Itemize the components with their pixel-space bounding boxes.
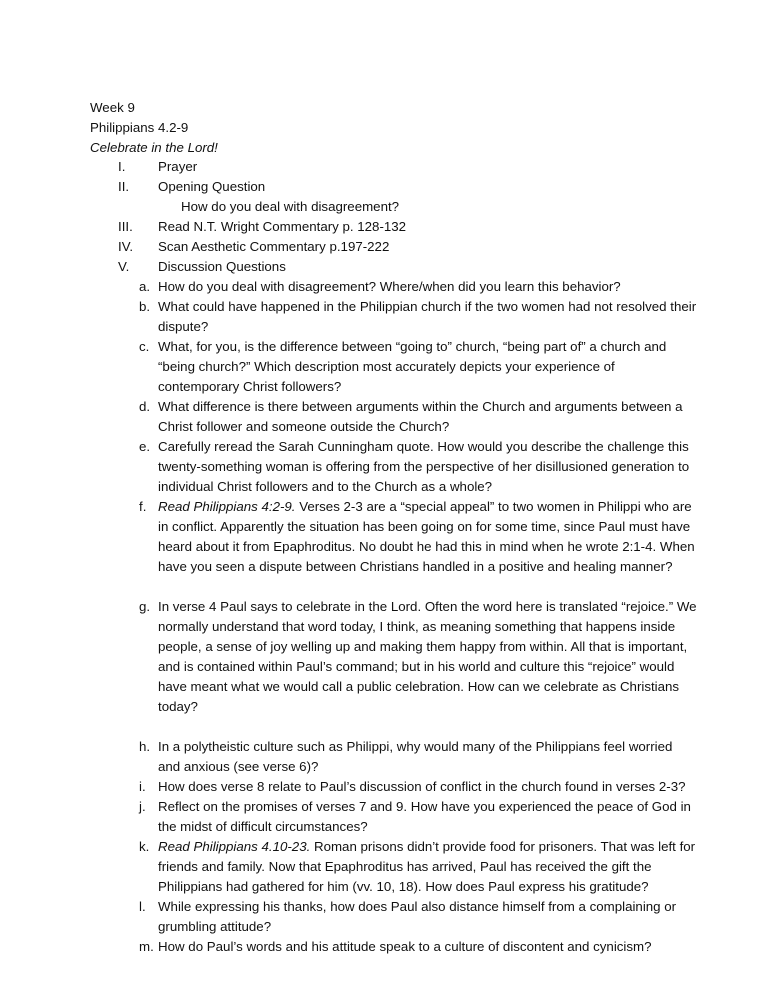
passage-label: Philippians 4.2-9 <box>90 120 189 135</box>
question-h: In a polytheistic culture such as Philippi, why would many of the Philippians feel worried and anxious (see verse 6)? <box>158 739 673 774</box>
question-b: What could have happened in the Philippian church if the two women had not resolved their dispute? <box>158 299 697 334</box>
outline-item-prayer: Prayer <box>158 159 198 174</box>
question-letter: i. <box>139 779 146 794</box>
outline-item-discussion-questions: Discussion Questions <box>158 259 286 274</box>
question-a: How do you deal with disagreement? Where/when did you learn this behavior? <box>158 279 621 294</box>
question-letter: d. <box>139 399 151 414</box>
question-letter: f. <box>139 499 147 514</box>
outline-item-opening-question: Opening Question <box>158 179 266 194</box>
question-d: What difference is there between arguments within the Church and arguments between a Christ follower and someone outside the Church? <box>158 399 683 434</box>
question-letter: a. <box>139 279 151 294</box>
outline-numeral: V. <box>118 259 130 274</box>
question-j: Reflect on the promises of verses 7 and 9. How have you experienced the peace of God in the midst of difficult circumstances? <box>158 799 691 834</box>
question-e: Carefully reread the Sarah Cunningham quote. How would you describe the challenge this twenty-something woman is offering from the perspective of her disillusioned generation to individual Christ followers and to the Church as a whole? <box>158 439 690 494</box>
scripture-reference: Read Philippians 4:2-9. <box>158 499 296 514</box>
scripture-reference: Read Philippians 4.10-23. <box>158 839 311 854</box>
question-letter: j. <box>139 799 146 814</box>
question-letter: g. <box>139 599 151 614</box>
question-letter: e. <box>139 439 151 454</box>
question-m: How do Paul’s words and his attitude speak to a culture of discontent and cynicism? <box>158 939 652 954</box>
question-letter: m. <box>139 939 154 954</box>
outline-item-read-commentary: Read N.T. Wright Commentary p. 128-132 <box>158 219 407 234</box>
question-letter: k. <box>139 839 150 854</box>
question-k <box>158 837 698 897</box>
question-f-body: Verses 2-3 are a “special appeal” to two women in Philippi who are in conflict. Apparently the situation has been going on for some time, since Paul must have heard about it from Epaphroditus. No doubt he had this in mind when he wrote 2:1-4. When have you seen a dispute between Christians handled in a positive and healing manner? <box>158 499 695 574</box>
outline-numeral: I. <box>118 159 126 174</box>
question-f <box>158 497 698 577</box>
outline-numeral: II. <box>118 179 130 194</box>
lesson-subtitle: Celebrate in the Lord! <box>90 140 218 155</box>
question-letter: l. <box>139 899 146 914</box>
outline-item-scan-commentary: Scan Aesthetic Commentary p.197-222 <box>158 239 390 254</box>
question-c: What, for you, is the difference between “going to” church, “being part of” a church and “being church?” Which description most accurately depicts your experience of contemporary Christ followers? <box>158 339 667 394</box>
opening-question-text: How do you deal with disagreement? <box>181 199 400 214</box>
question-g: In verse 4 Paul says to celebrate in the Lord. Often the word here is translated “rejoice.” We normally understand that word today, I think, as meaning something that happens inside people, a sense of joy welling up and making them happy from within. All that is important, and is contained within Paul’s command; but in his world and culture this “rejoice” would have meant what we would call a public celebration. How can we celebrate as Christians today? <box>158 599 697 714</box>
question-letter: c. <box>139 339 150 354</box>
question-letter: h. <box>139 739 151 754</box>
week-label: Week 9 <box>90 100 135 115</box>
outline-numeral: III. <box>118 219 133 234</box>
question-k-body: Roman prisons didn’t provide food for prisoners. That was left for friends and family. Now that Epaphroditus has arrived, Paul has received the gift the Philippians had gathered for him (vv. 10, 18). How does Paul express his gratitude? <box>158 839 696 894</box>
question-i: How does verse 8 relate to Paul’s discussion of conflict in the church found in verses 2-3? <box>158 779 686 794</box>
question-l: While expressing his thanks, how does Paul also distance himself from a complaining or grumbling attitude? <box>158 899 677 934</box>
question-letter: b. <box>139 299 151 314</box>
outline-numeral: IV. <box>118 239 134 254</box>
